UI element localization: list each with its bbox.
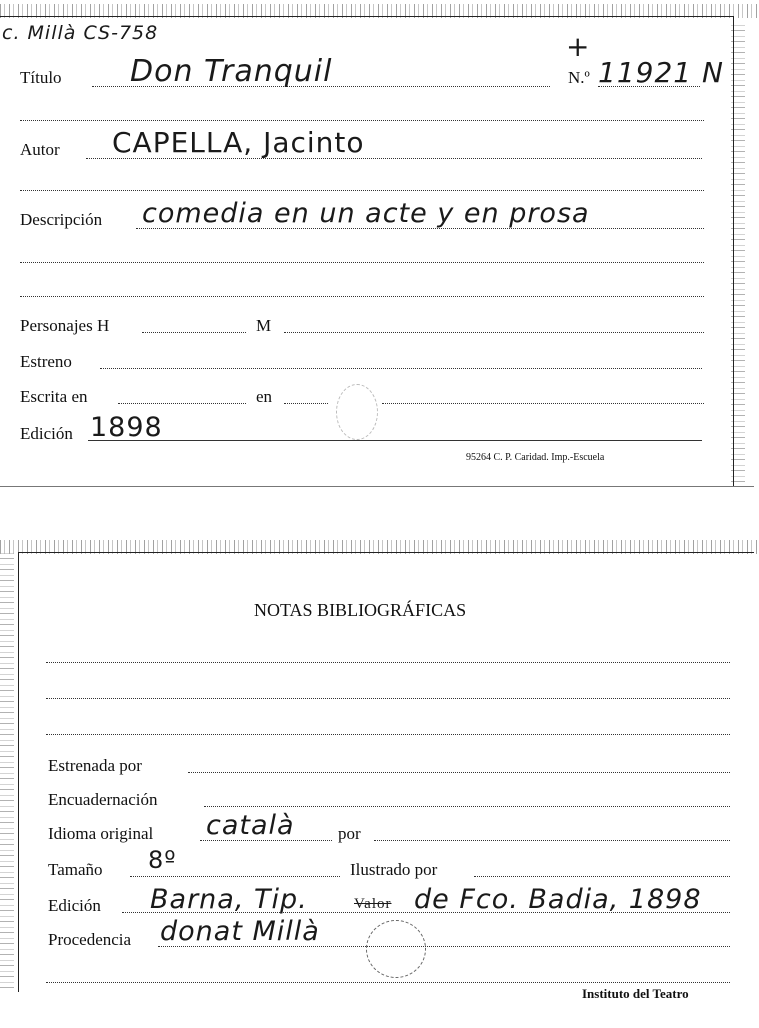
personajes-m-line (284, 332, 704, 333)
edicion-value-b: de Fco. Badia, 1898 (414, 884, 702, 915)
procedencia-value: donat Millà (160, 916, 320, 947)
autor-value: CAPELLA, Jacinto (112, 126, 365, 159)
escrita-en-line-2 (382, 403, 704, 404)
titulo-label: Título (20, 68, 62, 87)
escrita-en-line (284, 403, 328, 404)
edicion-value: 1898 (90, 412, 163, 443)
punch-hole (336, 384, 378, 440)
estreno-label: Estreno (20, 352, 72, 371)
edicion-line (88, 440, 702, 441)
card-border (733, 16, 734, 486)
blank-line (20, 262, 704, 263)
printer-imprint: 95264 C. P. Caridad. Imp.-Escuela (466, 452, 605, 463)
card-border (18, 552, 754, 553)
tamano-line (130, 876, 340, 877)
punch-hole (366, 920, 426, 978)
notes-heading: NOTAS BIBLIOGRÁFICAS (254, 600, 467, 620)
estreno-line (100, 368, 702, 369)
numero-label: N.º (568, 68, 590, 87)
escrita-line (118, 403, 246, 404)
escrita-label: Escrita en (20, 387, 88, 406)
personajes-label: Personajes H (20, 316, 110, 335)
estrenada-line (188, 772, 730, 773)
front-card (0, 0, 759, 492)
por-label: por (338, 824, 361, 843)
cross-mark: + (566, 30, 591, 63)
institution-imprint: Instituto del Teatro (582, 986, 689, 1001)
back-card (0, 540, 759, 1028)
card-border (0, 16, 734, 17)
blank-line (46, 734, 730, 735)
blank-line (46, 662, 730, 663)
personajes-m-label: M (256, 316, 272, 335)
edicion-value-a: Barna, Tip. (150, 884, 308, 915)
blank-line (46, 698, 730, 699)
edicion-label: Edición (20, 424, 73, 443)
blank-line (20, 120, 704, 121)
descripcion-label: Descripción (20, 210, 103, 229)
titulo-value: Don Tranquil (130, 54, 333, 89)
escrita-en-label: en (256, 387, 273, 406)
ilustrado-line (474, 876, 730, 877)
estrenada-label: Estrenada por (48, 756, 142, 775)
procedencia-label: Procedencia (48, 930, 132, 949)
descripcion-value: comedia en un acte y en prosa (142, 198, 590, 229)
edicion-label: Edición (48, 896, 101, 915)
ilustrado-label: Ilustrado por (350, 860, 438, 879)
tamano-label: Tamaño (48, 860, 103, 879)
blank-line (20, 190, 704, 191)
card-border (18, 552, 19, 992)
card-edge-scan-noise (0, 550, 14, 988)
blank-line (20, 296, 704, 297)
tamano-value: 8º (148, 846, 177, 874)
encuadernacion-line (204, 806, 730, 807)
card-border (0, 486, 754, 487)
autor-label: Autor (20, 140, 60, 159)
por-line (374, 840, 730, 841)
encuadernacion-label: Encuadernación (48, 790, 158, 809)
edicion-struck-word: Valor (354, 896, 392, 912)
personajes-h-line (142, 332, 246, 333)
numero-value: 11921 N (598, 56, 724, 89)
idioma-label: Idioma original (48, 824, 154, 843)
corner-note: c. Millà CS-758 (2, 22, 159, 44)
idioma-value: català (206, 810, 295, 841)
blank-line (46, 982, 730, 983)
